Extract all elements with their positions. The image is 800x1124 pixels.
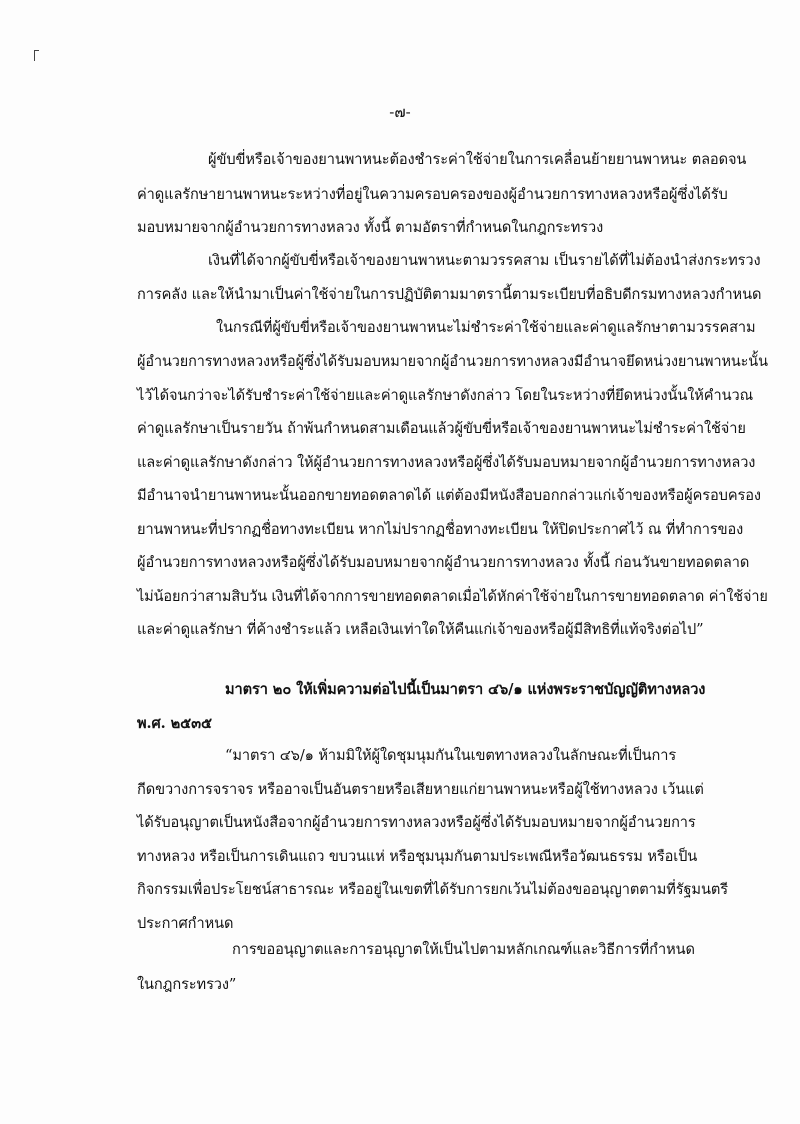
section-46-1-line-5: กิจกรรมเพื่อประโยชน์สาธารณะ หรืออยู่ในเขตที่ได้รับการยกเว้นไม่ต้องขออนุญาตตามที่รัฐมนตรี [137, 881, 728, 898]
paragraph-3-line-8: ผู้อำนวยการทางหลวงหรือผู้ซึ่งได้รับมอบหมายจากผู้อำนวยการทางหลวง ทั้งนี้ ก่อนวันขายทอดตลาด [137, 554, 750, 571]
paragraph-1-line-2: ค่าดูแลรักษายานพาหนะระหว่างที่อยู่ในความครอบครองของผู้อำนวยการทางหลวงหรือผู้ซึ่งได้รับ [137, 186, 728, 203]
section-46-1-line-4: ทางหลวง หรือเป็นการเดินแถว ขบวนแห่ หรือชุมนุมกันตามประเพณีหรือวัฒนธรรม หรือเป็น [137, 848, 698, 865]
section-46-1-line-6: ประกาศกำหนด [137, 915, 234, 932]
paragraph-3-line-3: ไว้ได้จนกว่าจะได้รับชำระค่าใช้จ่ายและค่าดูแลรักษาดังกล่าว โดยในระหว่างที่ยึดหน่วงนั้นให้คำนวณ [137, 387, 754, 404]
last-paragraph-line-1: การขออนุญาตและการอนุญาตให้เป็นไปตามหลักเกณฑ์และวิธีการที่กำหนด [232, 941, 695, 958]
paragraph-3-line-9: ไม่น้อยกว่าสามสิบวัน เงินที่ได้จากการขายทอดตลาดเมื่อได้หักค่าใช้จ่ายในการขายทอดตลาด ค่าใช้จ่าย [137, 588, 768, 605]
last-paragraph-line-2: ในกฎกระทรวง” [137, 976, 237, 993]
paragraph-3-line-1: ในกรณีที่ผู้ขับขี่หรือเจ้าของยานพาหนะไม่ชำระค่าใช้จ่ายและค่าดูแลรักษาตามวรรคสาม [216, 319, 756, 336]
paragraph-3-line-10: และค่าดูแลรักษา ที่ค้างชำระแล้ว เหลือเงินเท่าใดให้คืนแก่เจ้าของหรือผู้มีสิทธิที่แท้จริงต่อไป” [137, 621, 704, 638]
paragraph-1-line-1: ผู้ขับขี่หรือเจ้าของยานพาหนะต้องชำระค่าใช้จ่ายในการเคลื่อนย้ายยานพาหนะ ตลอดจน [208, 151, 747, 168]
page-number: -๗- [389, 103, 411, 121]
paragraph-1-line-3: มอบหมายจากผู้อำนวยการทางหลวง ทั้งนี้ ตามอัตราที่กำหนดในกฎกระทรวง [137, 219, 604, 236]
section-46-1-line-2: กีดขวางการจราจร หรืออาจเป็นอันตรายหรือเสียหายแก่ยานพาหนะหรือผู้ใช้ทางหลวง เว้นแต่ [137, 781, 704, 798]
paragraph-3-line-6: มีอำนาจนำยานพาหนะนั้นออกขายทอดตลาดได้ แต่ต้องมีหนังสือบอกกล่าวแก่เจ้าของหรือผู้ครอบครอง [137, 487, 761, 504]
section-46-1-line-1: “มาตรา ๔๖/๑ ห้ามมิให้ผู้ใดชุมนุมกันในเขตทางหลวงในลักษณะที่เป็นการ [225, 747, 677, 764]
section-46-1-line-3: ได้รับอนุญาตเป็นหนังสือจากผู้อำนวยการทางหลวงหรือผู้ซึ่งได้รับมอบหมายจากผู้อำนวยการ [137, 814, 696, 831]
paragraph-2-line-2: การคลัง และให้นำมาเป็นค่าใช้จ่ายในการปฏิบัติตามมาตรานี้ตามระเบียบที่อธิบดีกรมทางหลวงกำหนด [137, 286, 762, 303]
paragraph-3-line-2: ผู้อำนวยการทางหลวงหรือผู้ซึ่งได้รับมอบหมายจากผู้อำนวยการทางหลวงมีอำนาจยึดหน่วงยานพาหนะนั้น [137, 353, 768, 370]
paragraph-3-line-7: ยานพาหนะที่ปรากฏชื่อทางทะเบียน หากไม่ปรากฏชื่อทางทะเบียน ให้ปิดประกาศไว้ ณ ที่ทำการของ [137, 521, 744, 538]
scan-edge-mark [34, 50, 39, 61]
paragraph-2-line-1: เงินที่ได้จากผู้ขับขี่หรือเจ้าของยานพาหนะตามวรรคสาม เป็นรายได้ที่ไม่ต้องนำส่งกระทรวง [208, 252, 761, 269]
section-20-year: พ.ศ. ๒๕๓๕ [137, 715, 212, 732]
paragraph-3-line-4: ค่าดูแลรักษาเป็นรายวัน ถ้าพ้นกำหนดสามเดือนแล้วผู้ขับขี่หรือเจ้าของยานพาหนะไม่ชำระค่าใช้จ่าย [137, 420, 746, 437]
section-20-heading: มาตรา ๒๐ ให้เพิ่มความต่อไปนี้เป็นมาตรา ๔๖/๑ แห่งพระราชบัญญัติทางหลวง [225, 681, 706, 698]
paragraph-3-line-5: และค่าดูแลรักษาดังกล่าว ให้ผู้อำนวยการทางหลวงหรือผู้ซึ่งได้รับมอบหมายจากผู้อำนวยการทางหลวง [137, 454, 756, 471]
